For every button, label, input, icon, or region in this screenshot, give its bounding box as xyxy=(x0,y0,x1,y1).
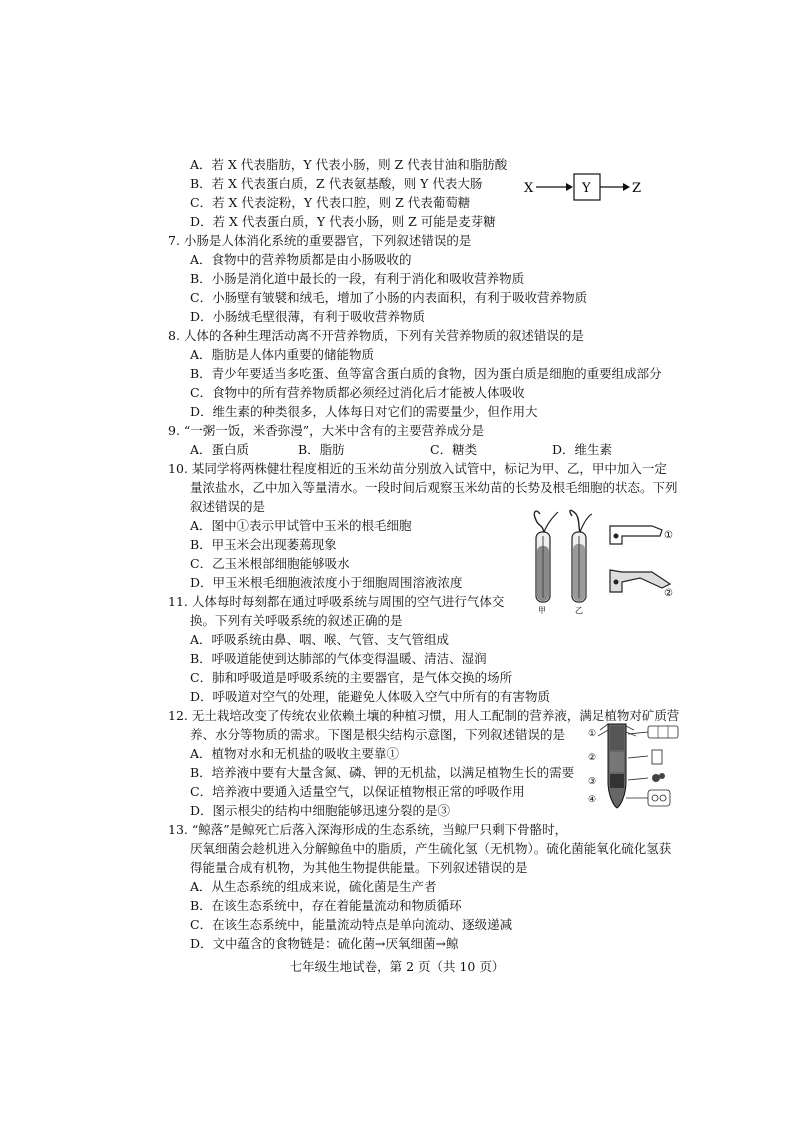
cell-detail-3 xyxy=(652,773,665,782)
q11-option-c: C．肺和呼吸道是呼吸系统的主要器官，是气体交换的场所 xyxy=(190,670,513,685)
page-footer: 七年级生地试卷，第 2 页（共 10 页） xyxy=(289,959,505,974)
q7-option-d: D．小肠绒毛壁很薄，有利于吸收营养物质 xyxy=(190,309,426,324)
q7-option-c: C．小肠壁有皱襞和绒毛，增加了小肠的内表面积，有利于吸收营养物质 xyxy=(190,290,588,305)
q10-figure xyxy=(522,506,692,616)
q9-option-b: B．脂肪 xyxy=(298,442,345,457)
q12-option-c: C．培养液中要通入适量空气，以保证植物根正常的呼吸作用 xyxy=(190,784,525,799)
q12-option-d: D．图示根尖的结构中细胞能够迅速分裂的是③ xyxy=(190,803,451,818)
arrowhead-icon xyxy=(623,183,630,191)
q12-option-a: A．植物对水和无机盐的吸收主要靠① xyxy=(190,746,400,761)
q10-option-b: B．甲玉米会出现萎蔫现象 xyxy=(190,537,337,552)
q9-option-c: C．糖类 xyxy=(430,442,478,457)
root-label-1: ① xyxy=(588,729,597,739)
q8-option-c: C．食物中的所有营养物质都必须经过消化后才能被人体吸收 xyxy=(190,385,525,400)
root-label-3: ③ xyxy=(588,777,597,787)
diagram-z-label: Z xyxy=(632,181,642,196)
root-label-2: ② xyxy=(588,753,597,763)
q10-stem-line-2: 量浓盐水，乙中加入等量清水。一段时间后观察玉米幼苗的长势及根毛细胞的状态。下列 xyxy=(190,480,678,495)
cell-detail-1 xyxy=(648,726,678,738)
test-tube-jia xyxy=(534,511,558,602)
q13-option-a: A．从生态系统的组成来说，硫化菌是生产者 xyxy=(190,879,437,894)
q11-option-d: D．呼吸道对空气的处理，能避免人体吸入空气中所有的有害物质 xyxy=(190,689,551,704)
q8-option-d: D．维生素的种类很多，人体每日对它们的需要量少，但作用大 xyxy=(190,404,538,419)
q6-flow-diagram xyxy=(520,170,650,204)
q8-stem: 8. 人体的各种生理活动离不开营养物质，下列有关营养物质的叙述错误的是 xyxy=(168,328,584,343)
q13-option-b: B．在该生态系统中，存在着能量流动和物质循环 xyxy=(190,898,462,913)
q13-option-d: D．文中蕴含的食物链是：硫化菌→厌氧细菌→鲸 xyxy=(190,936,459,951)
root-tip xyxy=(598,724,636,808)
q9-option-d: D．维生素 xyxy=(552,442,613,457)
cell-detail-4 xyxy=(648,790,670,806)
q13-option-c: C．在该生态系统中，能量流动特点是单向流动、逐级递减 xyxy=(190,917,513,932)
q8-option-a: A．脂肪是人体内重要的储能物质 xyxy=(190,347,375,362)
q10-option-d: D．甲玉米根毛细胞液浓度小于细胞周围溶液浓度 xyxy=(190,575,463,590)
q7-option-b: B．小肠是消化道中最长的一段，有利于消化和吸收营养物质 xyxy=(190,271,525,286)
q13-stem-line-3: 得能量合成有机物，为其他生物提供能量。下列叙述错误的是 xyxy=(190,860,528,875)
diagram-x-label: X xyxy=(524,181,534,196)
q10-stem-line-3: 叙述错误的是 xyxy=(190,499,266,514)
root-hair-cell-1 xyxy=(610,526,662,544)
cell-label-1: ① xyxy=(664,530,673,541)
q13-stem-line-2: 厌氧细菌会趁机进入分解鲸鱼中的脂质，产生硫化氢（无机物）。硫化菌能氧化硫化氢获 xyxy=(190,841,672,856)
q11-option-b: B．呼吸道能使到达肺部的气体变得温暖、清洁、湿润 xyxy=(190,651,487,666)
cell-label-2: ② xyxy=(664,588,673,599)
q10-stem-line-1: 10. 某同学将两株健壮程度相近的玉米幼苗分别放入试管中，标记为甲、乙，甲中加入一定 xyxy=(168,461,667,476)
q6-option-c: C．若 X 代表淀粉，Y 代表口腔，则 Z 代表葡萄糖 xyxy=(190,195,471,210)
q11-stem-line-2: 换。下列有关呼吸系统的叙述正确的是 xyxy=(190,613,403,628)
q7-stem: 7. 小肠是人体消化系统的重要器官，下列叙述错误的是 xyxy=(168,233,472,248)
test-tube-yi xyxy=(570,510,592,602)
q12-option-b: B．培养液中要有大量含氮、磷、钾的无机盐，以满足植物生长的需要 xyxy=(190,765,575,780)
q8-option-b: B．青少年要适当多吃蛋、鱼等富含蛋白质的食物，因为蛋白质是细胞的重要组成部分 xyxy=(190,366,662,381)
root-hair-cell-2 xyxy=(610,570,670,592)
tube-label-jia: 甲 xyxy=(538,606,546,615)
q10-option-c: C．乙玉米根部细胞能够吸水 xyxy=(190,556,350,571)
q9-option-a: A．蛋白质 xyxy=(190,442,250,457)
q6-option-d: D．若 X 代表蛋白质，Y 代表小肠，则 Z 可能是麦芽糖 xyxy=(190,214,496,229)
root-label-4: ④ xyxy=(588,795,597,805)
tube-label-yi: 乙 xyxy=(575,606,583,615)
q7-option-a: A．食物中的营养物质都是由小肠吸收的 xyxy=(190,252,412,267)
q10-option-a: A．图中①表示甲试管中玉米的根毛细胞 xyxy=(190,518,412,533)
q6-option-b: B．若 X 代表蛋白质，Z 代表氨基酸，则 Y 代表大肠 xyxy=(190,176,483,191)
q11-option-a: A．呼吸系统由鼻、咽、喉、气管、支气管组成 xyxy=(190,632,450,647)
q11-stem-line-1: 11. 人体每时每刻都在通过呼吸系统与周围的空气进行气体交 xyxy=(168,594,505,609)
q6-option-a: A．若 X 代表脂肪，Y 代表小肠，则 Z 代表甘油和脂肪酸 xyxy=(190,157,508,172)
q12-root-tip-figure xyxy=(586,722,686,812)
arrowhead-icon xyxy=(566,183,573,191)
diagram-y-label: Y xyxy=(582,181,591,196)
q12-stem-line-2: 养、水分等物质的需求。下图是根尖结构示意图，下列叙述错误的是 xyxy=(190,727,566,742)
q13-stem-line-1: 13. “鲸落”是鲸死亡后落入深海形成的生态系统，当鲸尸只剩下骨骼时， xyxy=(168,822,568,837)
q9-stem: 9. “一粥一饭，米香弥漫”，大米中含有的主要营养成分是 xyxy=(168,423,485,438)
cell-detail-2 xyxy=(652,750,662,764)
q12-stem-line-1: 12. 无土栽培改变了传统农业依赖土壤的种植习惯，用人工配制的营养液，满足植物对矿质营 xyxy=(168,708,680,723)
